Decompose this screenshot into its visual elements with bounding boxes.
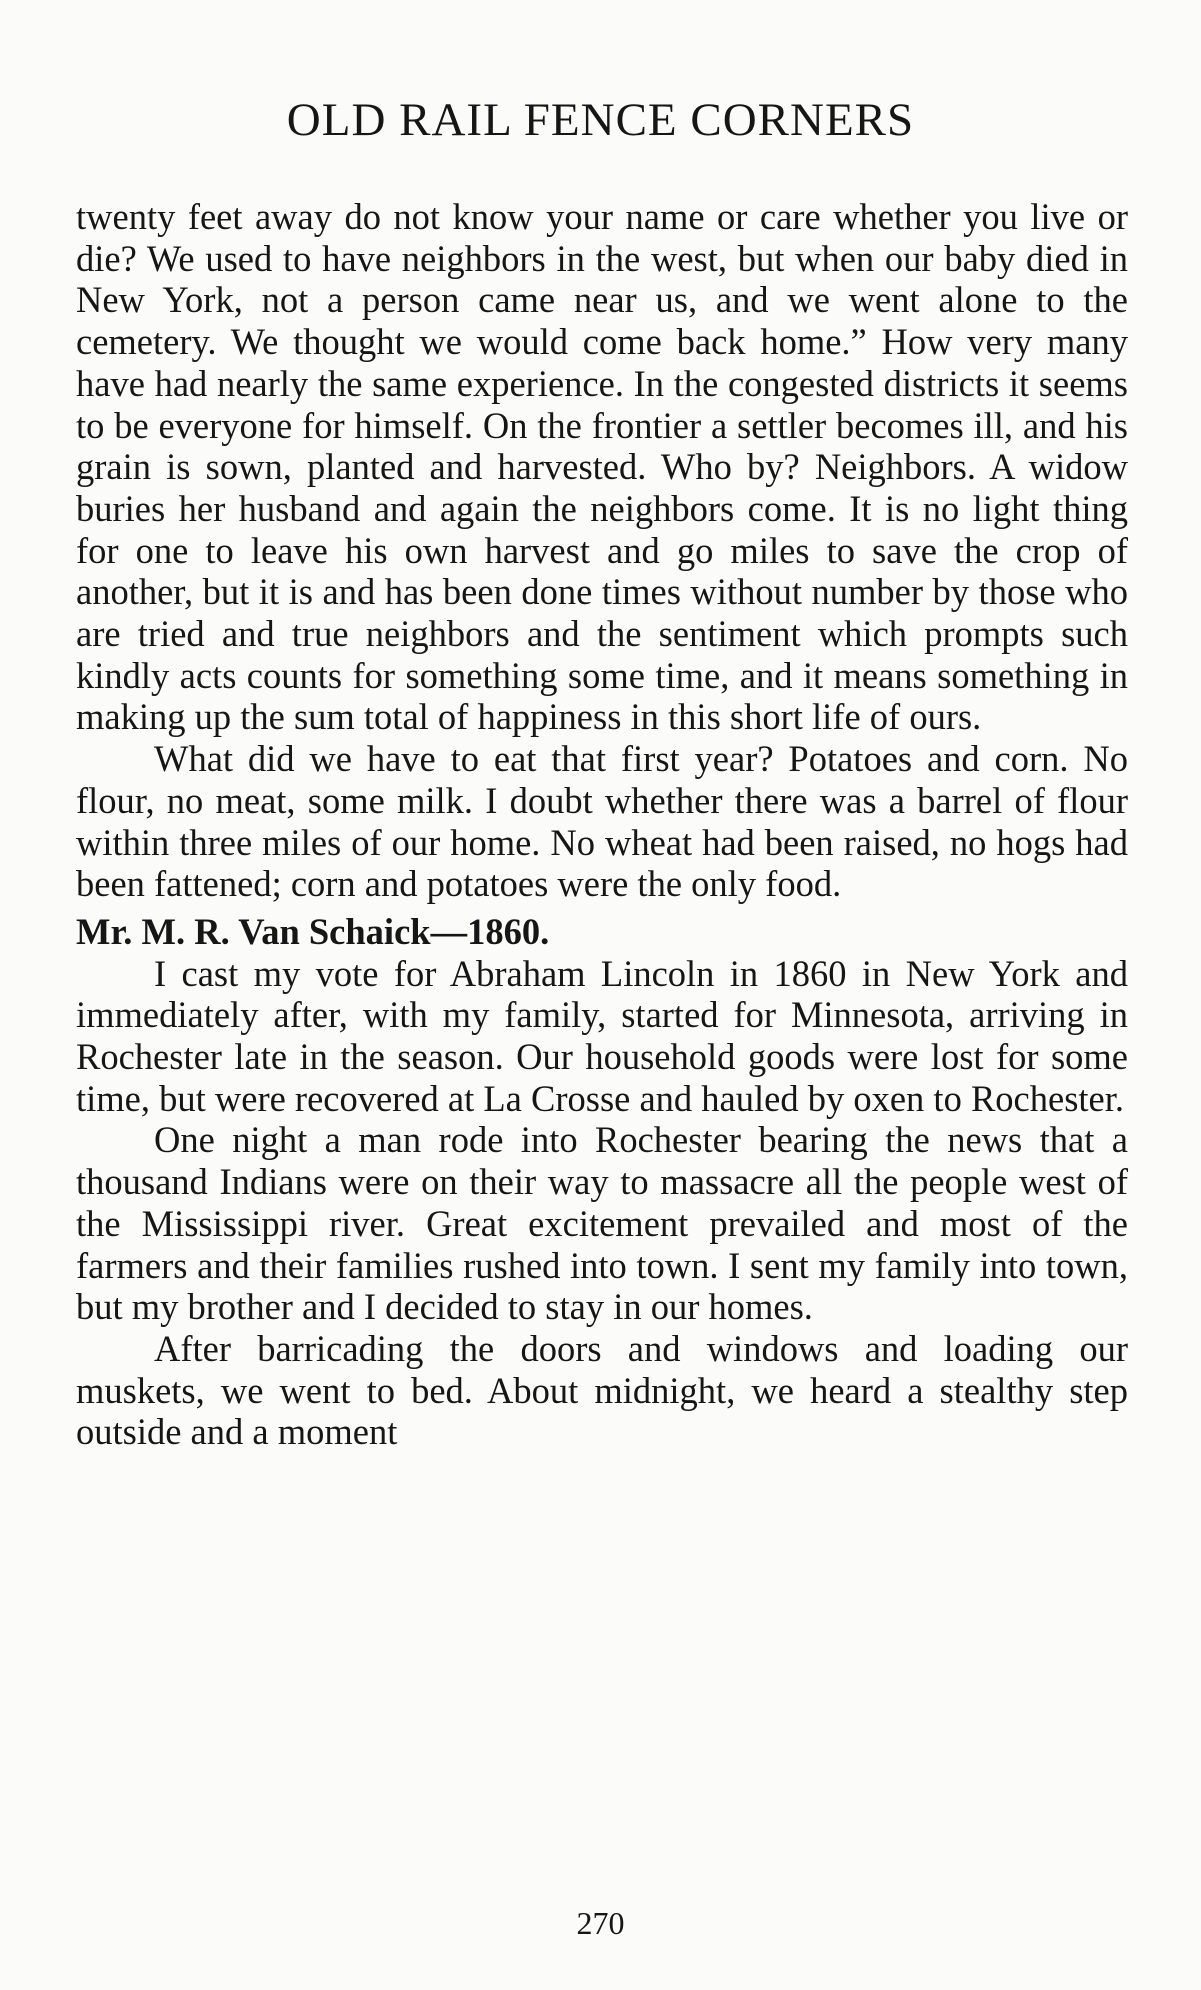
section-heading: Mr. M. R. Van Schaick—1860. [76,910,550,952]
page-number: 270 [576,1905,625,1941]
paragraph: After barricading the doors and windows and loading our muskets, we went to bed. About midnight, we heard a stealthy step outside and a moment [76,1327,1128,1453]
paragraph: One night a man rode into Rochester bearing the news that a thousand Indians were on their way to massacre all the people west of the Mississippi river. Great excitement prevailed and most of the farmers and their families rushed into town. I sent my family into town, but my brother and I decided to stay in our homes. [76,1119,1128,1328]
paragraph-continued: twenty feet away do not know your name or care whether you live or die? We used to have neighbors in the west, but when our baby died in New York, not a person came near us, and we went alone to the cemetery. We thought we would come back home.” How very many have had nearly the same experience. In the congested districts it seems to be everyone for himself. On the frontier a settler becomes ill, and his grain is sown, planted and harvested. Who by? Neighbors. A widow buries her husband and again the neighbors come. It is no light thing for one to leave his own harvest and go miles to save the crop of another, but it is and has been done times without number by those who are tried and true neighbors and the sentiment which prompts such kindly acts counts for something some time, and it means something in making up the sum total of happiness in this short life of ours. [76,196,1128,738]
running-head: OLD RAIL FENCE CORNERS [286,94,915,146]
paragraph: I cast my vote for Abraham Lincoln in 1860 in New York and immediately after, with my family, started for Minnesota, arriving in Rochester late in the season. Our household goods were lost for some time, but were recovered at La Crosse and hauled by oxen to Rochester. [76,952,1128,1119]
body-text [76,196,1128,1453]
paragraph: What did we have to eat that first year? Potatoes and corn. No flour, no meat, some milk. I doubt whether there was a barrel of flour within three miles of our home. No wheat had been raised, no hogs had been fattened; corn and potatoes were the only food. [76,738,1128,905]
